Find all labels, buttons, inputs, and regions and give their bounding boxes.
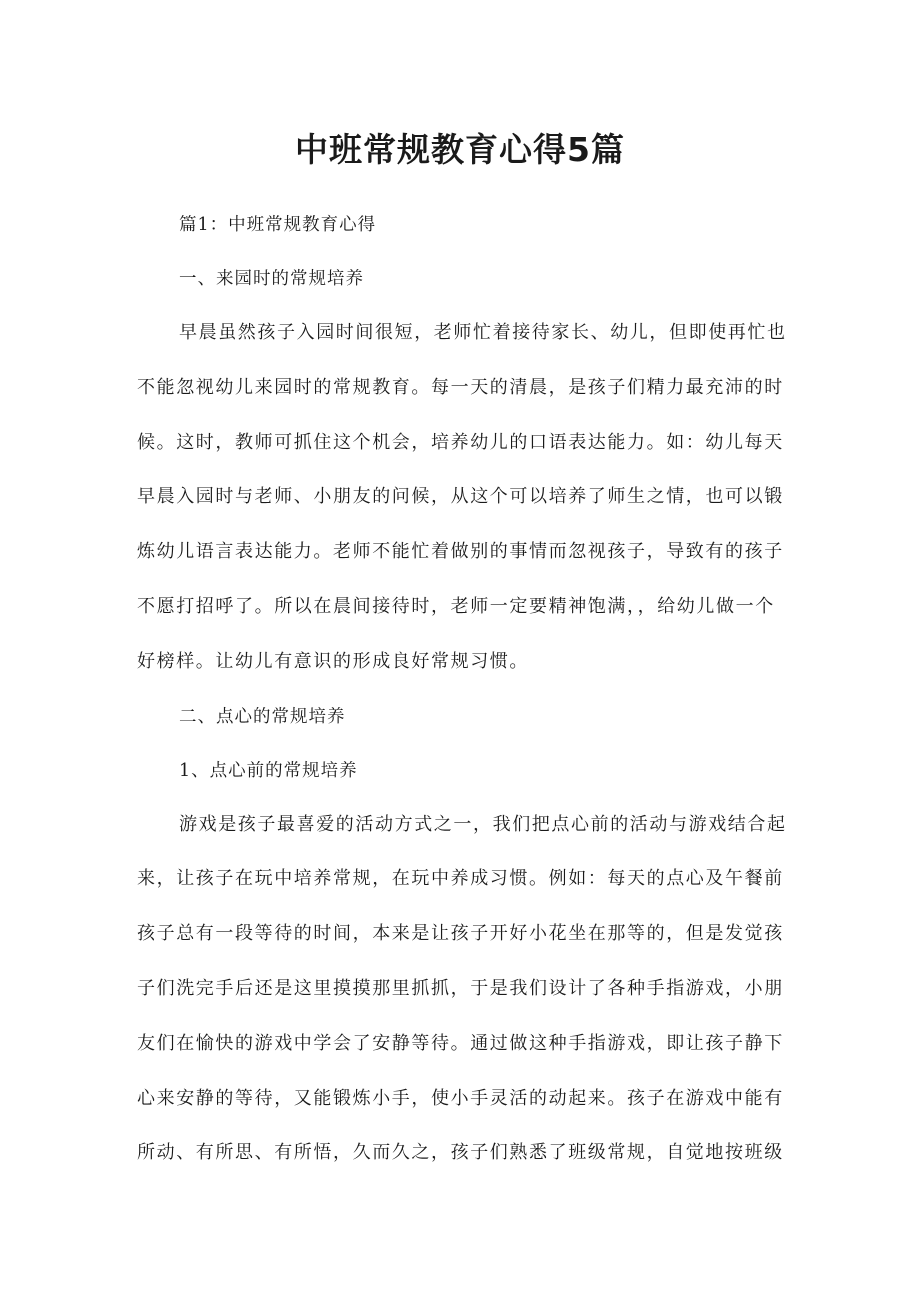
paragraph-line: 游戏是孩子最喜爱的活动方式之一，我们把点心前的活动与游戏结合起 xyxy=(179,813,787,835)
paragraph-arrival xyxy=(137,306,793,690)
paragraph-line: 不愿打招呼了。所以在晨间接待时，老师一定要精神饱满，，给幼儿做一个 xyxy=(137,595,775,617)
paragraph-line: 子们洗完手后还是这里摸摸那里抓抓，于是我们设计了各种手指游戏，小朋 xyxy=(137,977,784,999)
subsection-heading-before-snack: 1、点心前的常规培养 xyxy=(179,760,358,781)
paragraph-line: 心来安静的等待，又能锻炼小手，使小手灵活的动起来。孩子在游戏中能有 xyxy=(137,1087,784,1109)
section-heading-snack: 二、点心的常规培养 xyxy=(179,706,346,727)
article-heading: 篇1：中班常规教育心得 xyxy=(179,215,377,235)
section-heading-arrival: 一、来园时的常规培养 xyxy=(179,269,364,289)
paragraph-line: 炼幼儿语言表达能力。老师不能忙着做别的事情而忽视孩子，导致有的孩子 xyxy=(137,541,784,563)
paragraph-line: 来，让孩子在玩中培养常规，在玩中养成习惯。例如：每天的点心及午餐前 xyxy=(137,868,784,890)
paragraph-line: 候。这时，教师可抓住这个机会，培养幼儿的口语表达能力。如：幼儿每天 xyxy=(137,431,784,453)
document-title: 中班常规教育心得5篇 xyxy=(295,130,625,169)
document-body xyxy=(137,198,793,1181)
paragraph-line: 孩子总有一段等待的时间，本来是让孩子开好小花坐在那等的，但是发觉孩 xyxy=(137,923,784,945)
paragraph-line: 早晨虽然孩子入园时间很短，老师忙着接待家长、幼儿，但即使再忙也 xyxy=(179,322,787,343)
paragraph-line: 不能忽视幼儿来园时的常规教育。每一天的清晨，是孩子们精力最充沛的时 xyxy=(137,376,784,398)
paragraph-line: 好榜样。让幼儿有意识的形成良好常规习惯。 xyxy=(137,650,529,672)
paragraph-games xyxy=(137,798,793,1182)
paragraph-line: 所动、有所思、有所悟，久而久之，孩子们熟悉了班级常规，自觉地按班级 xyxy=(137,1142,784,1164)
paragraph-line: 早晨入园时与老师、小朋友的问候，从这个可以培养了师生之情，也可以锻 xyxy=(137,486,784,508)
paragraph-line: 友们在愉快的游戏中学会了安静等待。通过做这种手指游戏，即让孩子静下 xyxy=(137,1032,784,1054)
